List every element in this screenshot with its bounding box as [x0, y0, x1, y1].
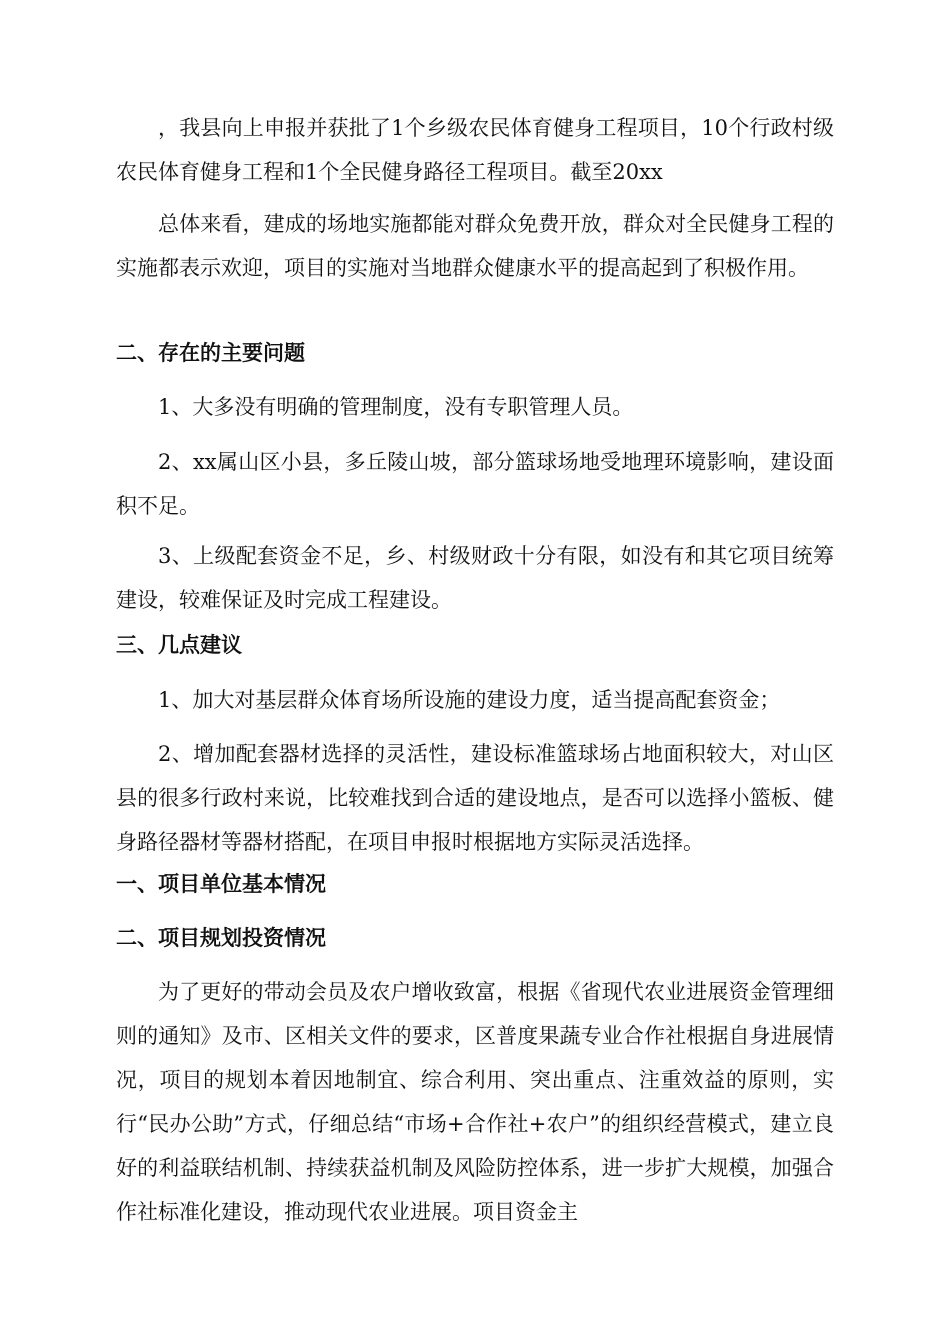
paragraph-problem-2: 2、xx属山区小县，多丘陵山坡，部分篮球场地受地理环境影响，建设面积不足。 — [116, 450, 834, 518]
paragraph-investment-details: 为了更好的带动会员及农户增收致富，根据《省现代农业进展资金管理细则的通知》及市、区相关文件的要求，区普度果蔬专业合作社根据自身进展情况，项目的规划本着因地制宜、综合利用、突出重点、注重效益的原则，实行“民办公助”方式，仔细总结“市场+合作社+农户”的组织经营模式，建立良好的利益联结机制、持续获益机制及风险防控体系，进一步扩大规模，加强合作社标准化建设，推动现代农业进展。项目资金主 — [116, 980, 834, 1224]
heading-main-problems: 二、存在的主要问题 — [116, 341, 305, 365]
paragraph-suggestion-1: 1、加大对基层群众体育场所设施的建设力度，适当提高配套资金； — [158, 688, 781, 712]
heading-investment-plan: 二、项目规划投资情况 — [116, 926, 326, 950]
heading-unit-basic-info: 一、项目单位基本情况 — [116, 872, 326, 896]
paragraph-problem-1: 1、大多没有明确的管理制度，没有专职管理人员。 — [158, 395, 634, 419]
heading-suggestions: 三、几点建议 — [116, 633, 242, 657]
paragraph-problem-3: 3、上级配套资金不足，乡、村级财政十分有限，如没有和其它项目统筹建设，较难保证及时完成工程建设。 — [116, 544, 834, 612]
paragraph-project-approval: ，我县向上申报并获批了1个乡级农民体育健身工程项目，10个行政村级农民体育健身工程和1个全民健身路径工程项目。截至20xx — [116, 116, 834, 184]
paragraph-suggestion-2: 2、增加配套器材选择的灵活性，建设标准篮球场占地面积较大，对山区县的很多行政村来说，比较难找到合适的建设地点，是否可以选择小篮板、健身路径器材等器材搭配，在项目申报时根据地方实际灵活选择。 — [116, 742, 834, 854]
paragraph-overall-summary: 总体来看，建成的场地实施都能对群众免费开放，群众对全民健身工程的实施都表示欢迎，项目的实施对当地群众健康水平的提高起到了积极作用。 — [116, 212, 834, 280]
